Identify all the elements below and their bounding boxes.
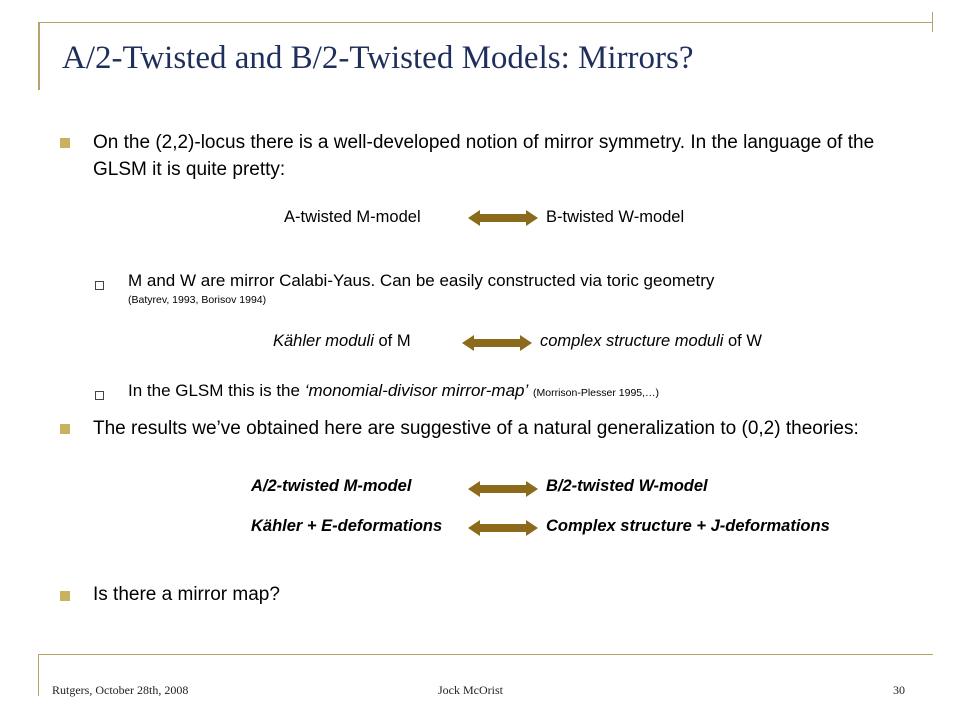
sub-bullet-text-2 <box>128 381 659 401</box>
map2-right-italic: complex structure moduli <box>540 332 724 350</box>
map3-left: A/2-twisted M-model <box>251 477 412 495</box>
title-left-rule <box>38 22 40 90</box>
double-arrow-icon <box>468 520 538 536</box>
sub-bullet-marker <box>95 391 104 400</box>
bullet-marker <box>60 591 70 601</box>
map1-right: B-twisted W-model <box>546 208 685 226</box>
top-right-rule <box>932 12 933 32</box>
map4-right: Complex structure + J-deformations <box>546 517 830 535</box>
map2-right-rest: of W <box>723 332 762 350</box>
slide-title: A/2-Twisted and B/2-Twisted Models: Mirrors? <box>62 40 694 76</box>
sub-bullet-text-1: M and W are mirror Calabi-Yaus. Can be easily constructed via toric geometry <box>128 271 715 290</box>
map4-left: Kähler + E-deformations <box>251 517 443 535</box>
bullet-marker <box>60 424 70 434</box>
page-number: 30 <box>893 683 905 697</box>
map2-right <box>540 332 762 351</box>
double-arrow-icon <box>468 210 538 226</box>
sub2-pre: In the GLSM this is the <box>128 381 305 400</box>
bullet-text-1: On the (2,2)-locus there is a well-developed notion of mirror symmetry. In the language of the GLSM it is quite pretty: <box>93 132 875 180</box>
map2-left-rest: of M <box>373 332 411 350</box>
footer-left-rule <box>38 654 39 696</box>
bullet-text-3: Is there a mirror map? <box>93 584 280 605</box>
double-arrow-icon <box>462 335 532 351</box>
double-arrow-icon <box>468 481 538 497</box>
map1-left: A-twisted M-model <box>284 208 421 226</box>
map3-right: B/2-twisted W-model <box>546 477 708 495</box>
map2-left <box>273 332 411 351</box>
bullet-marker <box>60 138 70 148</box>
sub2-italic: ‘monomial-divisor mirror-map’ <box>304 381 529 400</box>
footer-rule <box>38 654 933 655</box>
footer-venue: Rutgers, October 28th, 2008 <box>52 683 189 697</box>
sub2-citation: (Morrison-Plesser 1995,…) <box>533 387 660 399</box>
footer-author: Jock McOrist <box>438 683 503 697</box>
sub-bullet-marker <box>95 281 104 290</box>
sub-bullet-citation-1: (Batyrev, 1993, Borisov 1994) <box>128 294 267 306</box>
map2-left-italic: Kähler moduli <box>273 332 374 350</box>
top-rule <box>38 22 933 23</box>
bullet-text-2: The results we’ve obtained here are suggestive of a natural generalization to (0,2) theories: <box>93 418 859 439</box>
